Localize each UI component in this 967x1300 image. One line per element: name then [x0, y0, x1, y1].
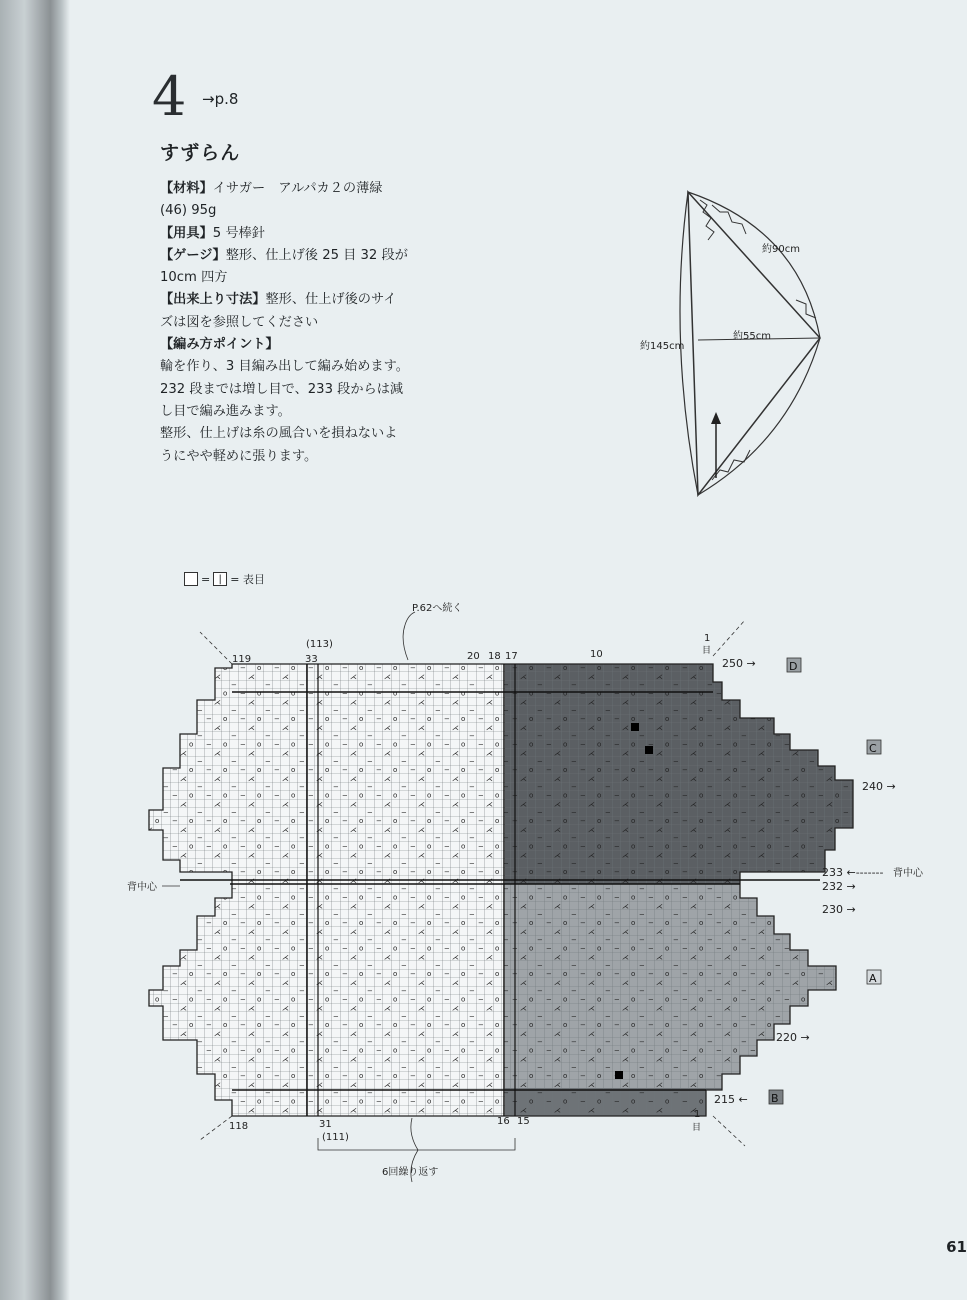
section-label-d: D: [789, 660, 798, 673]
stitch-label: 16: [497, 1116, 510, 1127]
row-label: 240 →: [862, 780, 896, 793]
info-line: うにやや軽めに張ります。: [160, 448, 318, 464]
row-label: 220 →: [776, 1031, 810, 1044]
section-label-c: C: [869, 742, 877, 755]
section-label-b: B: [771, 1092, 779, 1105]
stitch-label: 15: [517, 1116, 530, 1127]
stitch-label: 18: [488, 651, 501, 662]
page-number: 61: [946, 1238, 967, 1256]
info-line: 【出来上り寸法】整形、仕上げ後のサイ: [160, 292, 397, 308]
pattern-number: 4: [152, 65, 187, 128]
center-back-left: 背中心: [127, 882, 157, 893]
continue-note: P.62へ続く: [412, 603, 463, 614]
chart-legend: = | = 表目: [184, 571, 265, 587]
info-line: 10cm 四方: [160, 270, 228, 286]
stitch-label: 1: [704, 633, 711, 644]
stitch-label: (113): [306, 639, 333, 650]
dim-side: 約90cm: [762, 244, 800, 255]
stitch-label: 118: [229, 1121, 249, 1132]
stitch-unit: 目: [692, 1123, 702, 1133]
row-label: 230 →: [822, 903, 856, 916]
info-line: 232 段までは増し目で、233 段からは減: [160, 381, 404, 397]
stitch-label: 119: [232, 654, 252, 665]
dim-long: 約145cm: [640, 341, 685, 352]
stitch-label: (111): [322, 1132, 349, 1143]
stitch-label: 31: [319, 1119, 332, 1130]
stitch-label: 1: [694, 1109, 701, 1120]
center-back-right: 背中心: [893, 868, 923, 879]
section-label-a: A: [869, 972, 877, 985]
info-line: 【材料】イサガー アルパカ２の薄緑: [160, 181, 383, 196]
stitch-label: 10: [590, 649, 603, 660]
info-line: 輪を作り、3 目編み出して編み始めます。: [160, 359, 409, 375]
stitch-unit: 目: [702, 646, 712, 656]
chart-grid-area: [140, 660, 865, 1120]
stitch-label: 17: [505, 651, 518, 662]
info-line: 【編み方ポイント】: [160, 337, 279, 353]
info-line: 【ゲージ】整形、仕上げ後 25 目 32 段が: [160, 247, 408, 263]
row-label: 233 ←-------: [822, 866, 884, 879]
row-label: 250 →: [722, 657, 756, 670]
stitch-label: 20: [467, 651, 480, 662]
info-line: (46) 95g: [160, 203, 217, 219]
pattern-title: すずらん: [160, 142, 241, 164]
info-line: し目で編み進みます。: [160, 403, 291, 419]
row-label: 215 ←: [714, 1093, 748, 1106]
info-line: ズは図を参照してください: [160, 314, 319, 330]
info-line: 【用具】5 号棒針: [160, 225, 265, 241]
info-line: 整形、仕上げは糸の風合いを損ねないよ: [160, 426, 398, 442]
page-reference: →p.8: [202, 90, 239, 108]
stitch-label: 33: [305, 654, 318, 665]
row-label: 232 →: [822, 880, 856, 893]
dim-center: 約55cm: [733, 331, 771, 342]
repeat-note: 6回繰り返す: [382, 1167, 439, 1178]
knit-symbol: |: [213, 572, 227, 586]
